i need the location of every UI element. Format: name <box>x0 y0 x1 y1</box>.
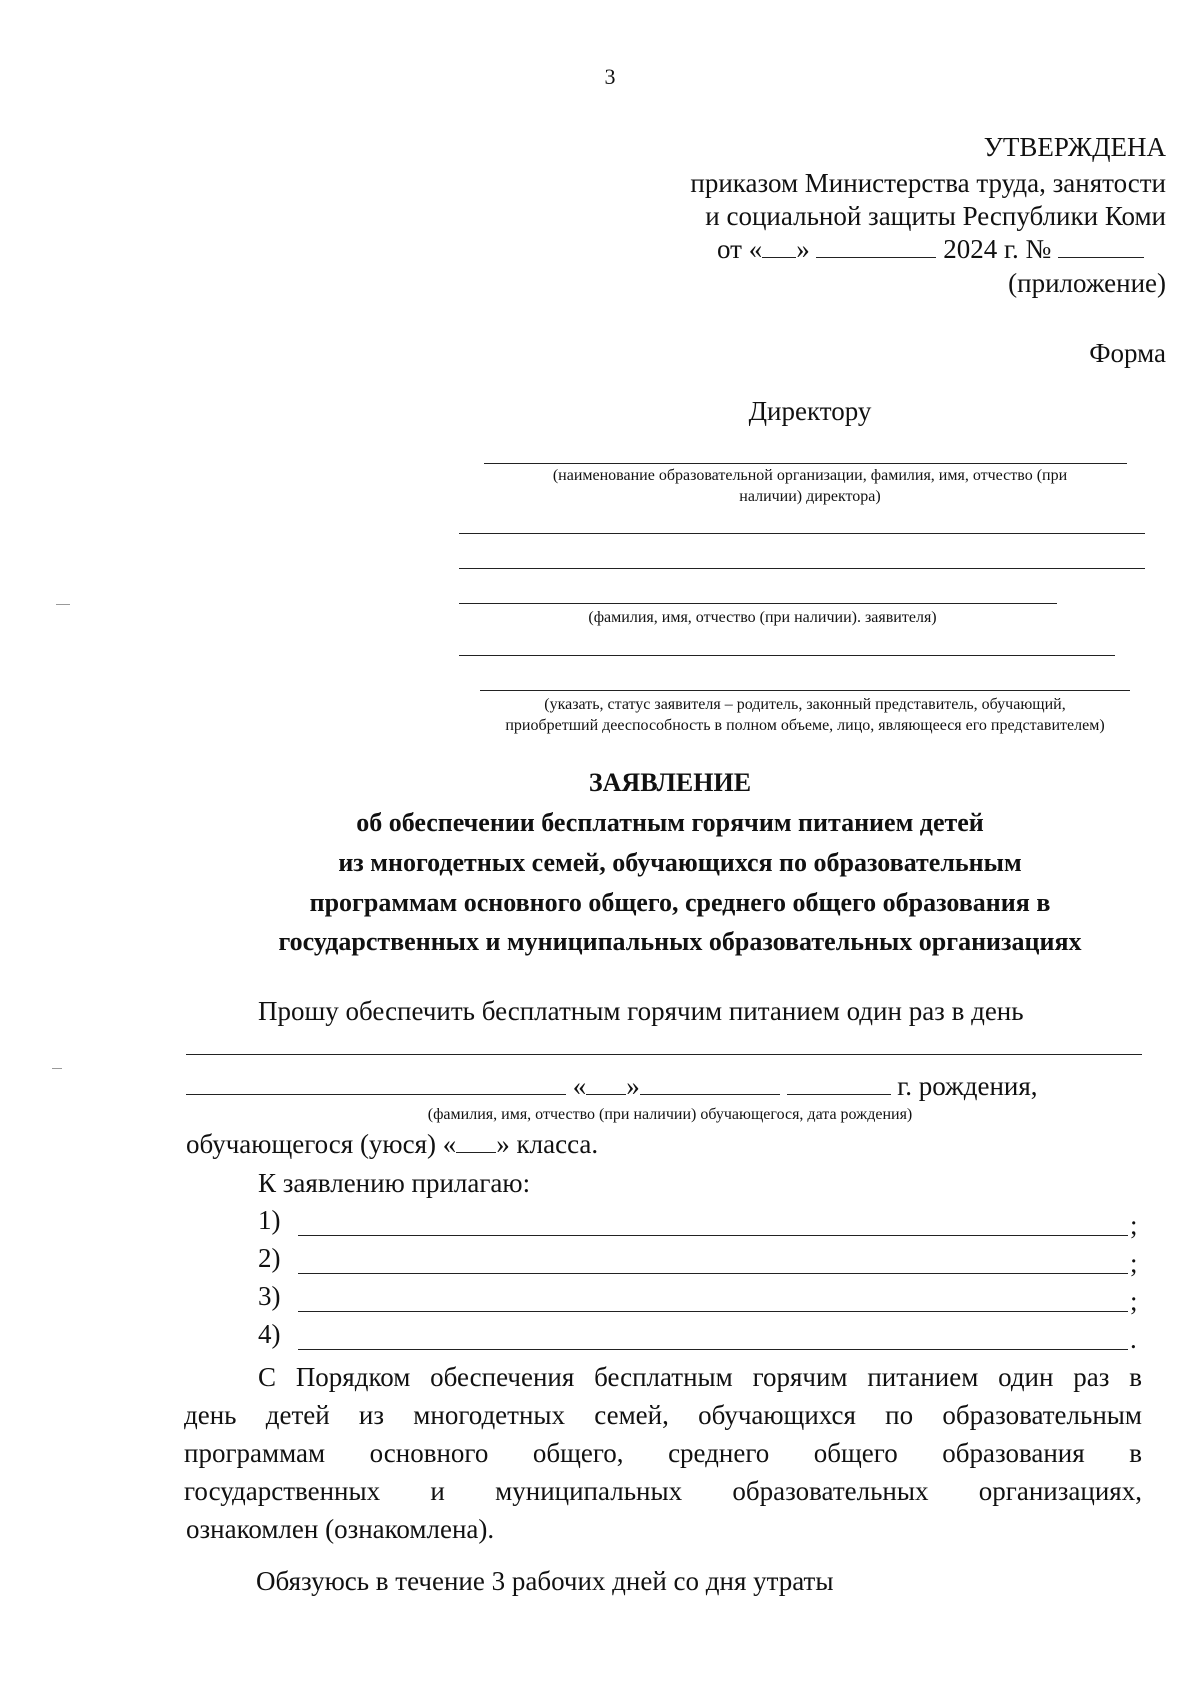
attachment-end-3: ; <box>1130 1286 1138 1316</box>
org-name-line <box>484 463 1127 464</box>
applicant-caption: (фамилия, имя, отчество (при наличии). заявителя) <box>588 609 937 626</box>
attachment-num-2: 2) <box>258 1243 281 1273</box>
birth-suffix: г. рождения, <box>897 1071 1038 1101</box>
word: образовательным <box>942 1400 1142 1430</box>
word: муниципальных <box>495 1476 683 1506</box>
scan-speck <box>56 604 70 605</box>
word: общего <box>813 1438 898 1468</box>
student-name-blank <box>186 1094 566 1095</box>
statement-subtitle-1: об обеспечении бесплатным горячим питанием детей <box>356 808 984 837</box>
word: по <box>885 1400 914 1430</box>
applicant-status-line-1 <box>459 655 1115 656</box>
order-number-blank <box>1058 257 1144 258</box>
word: горячим <box>752 1362 848 1392</box>
word: из <box>358 1400 385 1430</box>
attachment-num-1: 1) <box>258 1205 281 1235</box>
word: обеспечения <box>430 1362 575 1392</box>
word: образовательных <box>732 1476 929 1506</box>
statement-subtitle-3: программам основного общего, среднего общего образования в <box>309 888 1051 917</box>
paragraph-line-3 <box>184 1440 1142 1467</box>
student-name-line <box>186 1054 1142 1055</box>
scan-speck <box>52 1068 62 1069</box>
word: обучающихся <box>698 1400 856 1430</box>
birth-close: » <box>626 1071 640 1101</box>
word: и <box>430 1476 445 1506</box>
request-text: Прошу обеспечить бесплатным горячим питанием один раз в день <box>258 996 1024 1026</box>
attachments-intro: К заявлению прилагаю: <box>258 1168 531 1198</box>
birth-open: « <box>572 1071 587 1101</box>
attachment-line-1 <box>298 1235 1128 1236</box>
paragraph-line-1 <box>258 1364 1142 1391</box>
word: организациях, <box>978 1476 1142 1506</box>
applicant-status-line-2 <box>480 690 1130 691</box>
birth-year-blank <box>787 1094 891 1095</box>
applicant-line-2 <box>459 568 1145 569</box>
attachment-line-3 <box>298 1311 1128 1312</box>
class-blank <box>456 1152 496 1153</box>
word: Порядком <box>295 1362 411 1392</box>
attachment-num-3: 3) <box>258 1281 281 1311</box>
applicant-line-1 <box>459 533 1145 534</box>
attachment-end-2: ; <box>1130 1248 1138 1278</box>
approval-line-1: приказом Министерства труда, занятости <box>690 168 1166 198</box>
paragraph-line-2 <box>184 1402 1142 1429</box>
statement-subtitle-2: из многодетных семей, обучающихся по образовательным <box>338 848 1022 877</box>
paragraph-line-5: ознакомлен (ознакомлена). <box>186 1514 495 1544</box>
word: бесплатным <box>594 1362 733 1392</box>
form-label: Форма <box>1089 338 1166 368</box>
paragraph-line-4 <box>184 1478 1142 1505</box>
word: детей <box>265 1400 330 1430</box>
addressee-to: Директору <box>748 396 872 426</box>
statement-title: ЗАЯВЛЕНИЕ <box>588 768 752 797</box>
status-caption-line-2: приобретший дееспособность в полном объеме, лицо, являющееся его представителем) <box>505 717 1105 734</box>
attachment-end-1: ; <box>1130 1210 1138 1240</box>
obligation-text: Обязуюсь в течение 3 рабочих дней со дня утраты <box>256 1566 834 1596</box>
applicant-line-3 <box>459 603 1057 604</box>
word: питанием <box>867 1362 979 1392</box>
word: государственных <box>184 1476 381 1506</box>
class-row <box>186 1131 598 1158</box>
approval-line-2: и социальной защиты Республики Коми <box>705 201 1166 231</box>
word: семей, <box>594 1400 669 1430</box>
month-blank <box>816 257 936 258</box>
word: С <box>258 1362 277 1392</box>
day-blank <box>762 257 796 258</box>
word: основного <box>369 1438 489 1468</box>
word: в <box>1129 1438 1142 1468</box>
approval-year: 2024 г. № <box>943 234 1052 264</box>
class-prefix: обучающегося (уюся) « <box>186 1129 457 1159</box>
date-mid: » <box>796 234 810 264</box>
birth-date-row <box>186 1073 1038 1100</box>
status-caption-line-1: (указать, статус заявителя – родитель, законный представитель, обучающий, <box>544 696 1066 713</box>
approval-title: УТВЕРЖДЕНА <box>983 132 1166 162</box>
attachment-line-2 <box>298 1273 1128 1274</box>
word: день <box>184 1400 237 1430</box>
statement-subtitle-4: государственных и муниципальных образовательных организациях <box>278 927 1082 956</box>
class-suffix: » класса. <box>496 1129 599 1159</box>
birth-day-blank <box>586 1094 626 1095</box>
attachment-end-4: . <box>1130 1324 1137 1354</box>
word: общего, <box>532 1438 624 1468</box>
org-caption-line-1: (наименование образовательной организации, фамилия, имя, отчество (при <box>552 467 1068 484</box>
word: многодетных <box>413 1400 566 1430</box>
page-number: 3 <box>604 64 616 89</box>
word: образования <box>942 1438 1085 1468</box>
word: программам <box>184 1438 326 1468</box>
approval-appendix: (приложение) <box>1008 268 1166 298</box>
approval-date <box>717 236 1144 263</box>
org-caption-line-2: наличии) директора) <box>739 488 881 505</box>
student-caption: (фамилия, имя, отчество (при наличии) обучающегося, дата рождения) <box>427 1106 913 1123</box>
word: раз <box>1073 1362 1110 1392</box>
word: среднего <box>668 1438 770 1468</box>
birth-month-blank <box>640 1094 780 1095</box>
date-prefix: от « <box>717 234 763 264</box>
word: в <box>1129 1362 1142 1392</box>
attachment-line-4 <box>298 1349 1128 1350</box>
word: один <box>998 1362 1054 1392</box>
attachment-num-4: 4) <box>258 1319 281 1349</box>
